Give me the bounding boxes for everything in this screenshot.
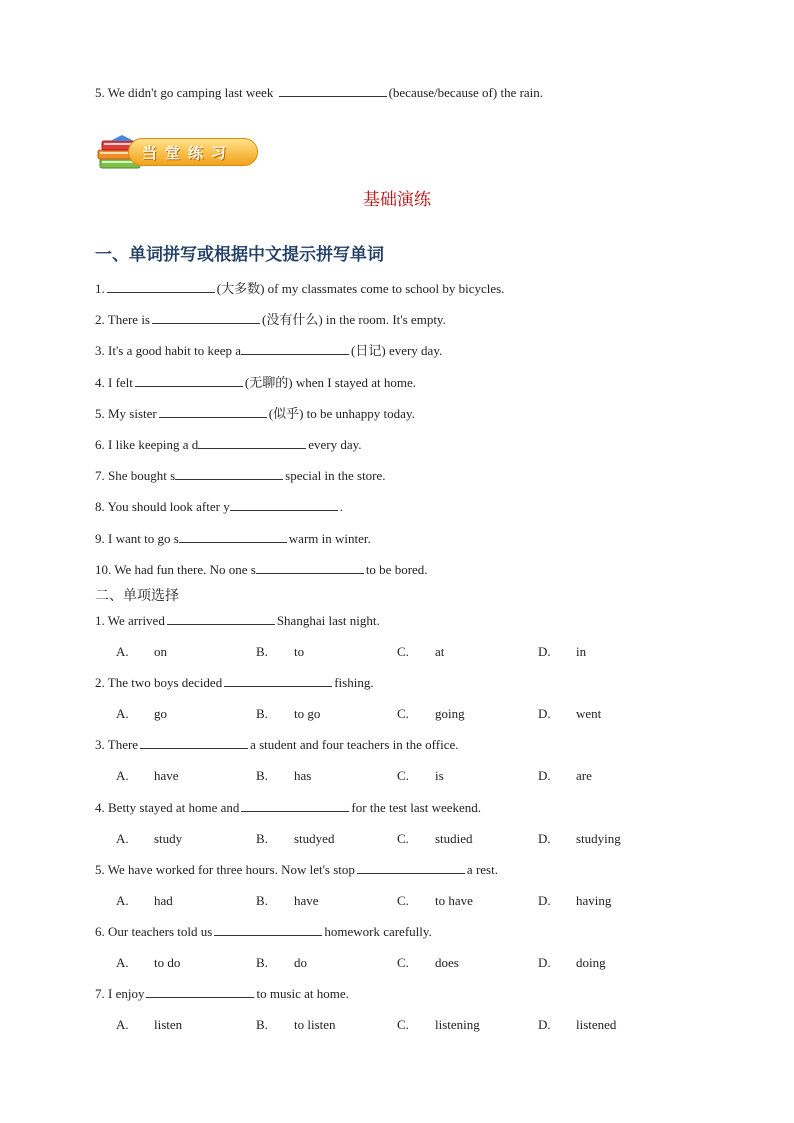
option-letter: D. bbox=[538, 892, 551, 908]
question-number: 5. bbox=[95, 85, 105, 100]
answer-blank[interactable] bbox=[146, 985, 254, 998]
option-letter: C. bbox=[397, 706, 409, 722]
item-text-end: to be bored. bbox=[365, 561, 428, 577]
answer-blank[interactable] bbox=[107, 280, 215, 293]
option-letter: D. bbox=[538, 644, 551, 659]
option-letter: C. bbox=[397, 830, 409, 846]
option-text: studying bbox=[576, 830, 621, 846]
option-letter: A. bbox=[116, 830, 129, 846]
option-text: going bbox=[435, 706, 465, 722]
option-letter: C. bbox=[397, 1017, 409, 1033]
banner-label: 当堂练习 bbox=[142, 144, 235, 162]
answer-blank[interactable] bbox=[159, 405, 267, 418]
mc-question bbox=[95, 674, 374, 691]
question-text-end: homework carefully. bbox=[324, 924, 432, 939]
option-text: have bbox=[294, 892, 319, 908]
option-text: in bbox=[576, 644, 587, 659]
answer-blank[interactable] bbox=[241, 342, 349, 355]
option-text: doing bbox=[576, 955, 606, 970]
spelling-item bbox=[95, 530, 371, 547]
question-text-end: fishing. bbox=[334, 675, 374, 691]
option-letter: D. bbox=[538, 706, 551, 722]
answer-blank[interactable] bbox=[135, 374, 243, 387]
option-letter: B. bbox=[256, 892, 268, 908]
option-text: studied bbox=[435, 830, 473, 846]
question-text: 5. We have worked for three hours. Now let's stop bbox=[95, 861, 355, 877]
option-text: listened bbox=[576, 1017, 617, 1033]
spelling-item bbox=[95, 280, 505, 297]
answer-blank[interactable] bbox=[224, 674, 332, 687]
question-text-end: Shanghai last night. bbox=[276, 613, 380, 628]
answer-blank[interactable] bbox=[279, 84, 387, 97]
part2-heading: 二、单项选择 bbox=[95, 588, 179, 604]
option-letter: B. bbox=[256, 768, 268, 784]
section-title: 基础演练 bbox=[363, 190, 431, 210]
option-text: listen bbox=[154, 1017, 183, 1033]
option-letter: D. bbox=[538, 955, 551, 970]
item-text: 7. She bought s bbox=[95, 468, 176, 484]
option-letter: A. bbox=[116, 955, 129, 970]
item-text-end: (日记) every day. bbox=[351, 343, 443, 359]
option-letter: A. bbox=[116, 892, 129, 908]
answer-blank[interactable] bbox=[175, 467, 283, 480]
mc-question bbox=[95, 799, 481, 816]
option-text: to do bbox=[154, 955, 181, 970]
part1-heading: 一、单词拼写或根据中文提示拼写单词 bbox=[95, 245, 384, 265]
question-text-end: for the test last weekend. bbox=[351, 799, 482, 815]
option-letter: A. bbox=[116, 644, 129, 659]
item-text-end: every day. bbox=[308, 437, 362, 452]
option-letter: D. bbox=[538, 768, 551, 784]
option-text: on bbox=[154, 644, 167, 659]
option-text: to go bbox=[294, 706, 321, 722]
answer-blank[interactable] bbox=[198, 436, 306, 449]
question-text: We didn't go camping last week bbox=[107, 85, 274, 100]
mc-question bbox=[95, 612, 380, 629]
option-letter: D. bbox=[538, 830, 551, 846]
answer-blank[interactable] bbox=[214, 923, 322, 936]
option-text: listening bbox=[435, 1017, 480, 1033]
option-text: to listen bbox=[294, 1017, 336, 1033]
option-text: had bbox=[154, 892, 173, 908]
spelling-item bbox=[95, 436, 362, 453]
question-text: 2. The two boys decided bbox=[95, 675, 223, 691]
mc-question bbox=[95, 736, 458, 753]
practice-banner bbox=[96, 133, 260, 173]
mc-question bbox=[95, 861, 498, 878]
item-text: 3. It's a good habit to keep a bbox=[95, 343, 242, 359]
answer-blank[interactable] bbox=[167, 612, 275, 625]
item-text-end: . bbox=[339, 499, 343, 515]
option-letter: B. bbox=[256, 644, 268, 659]
item-text-end: warm in winter. bbox=[288, 530, 371, 546]
item-text: 4. I felt bbox=[95, 374, 133, 390]
spelling-item bbox=[95, 561, 428, 578]
option-text: study bbox=[154, 830, 183, 846]
answer-blank[interactable] bbox=[241, 799, 349, 812]
answer-blank[interactable] bbox=[152, 311, 260, 324]
option-letter: A. bbox=[116, 768, 129, 784]
option-letter: B. bbox=[256, 1017, 268, 1033]
mc-question bbox=[95, 923, 432, 940]
option-text: at bbox=[435, 644, 445, 659]
answer-blank[interactable] bbox=[230, 498, 338, 511]
question-text: 1. We arrived bbox=[95, 613, 165, 628]
item-text: 5. My sister bbox=[95, 405, 157, 421]
option-text: have bbox=[154, 768, 179, 784]
spelling-item bbox=[95, 311, 446, 328]
item-text-end: (没有什么) in the room. It's empty. bbox=[262, 312, 446, 328]
option-letter: D. bbox=[538, 1017, 551, 1033]
item-text: 10. We had fun there. No one s bbox=[95, 561, 256, 577]
option-text: has bbox=[294, 768, 312, 784]
item-text: 6. I like keeping a d bbox=[95, 437, 199, 452]
option-letter: C. bbox=[397, 955, 409, 970]
spelling-item bbox=[95, 374, 416, 391]
question-text: 3. There bbox=[95, 737, 139, 753]
option-text: are bbox=[576, 768, 592, 784]
spelling-item bbox=[95, 405, 415, 422]
top-question bbox=[95, 84, 543, 101]
question-text-end: to music at home. bbox=[256, 986, 349, 1002]
item-text-end: (大多数) of my classmates come to school by bicycles. bbox=[216, 281, 505, 296]
option-letter: C. bbox=[397, 768, 409, 784]
answer-blank[interactable] bbox=[140, 736, 248, 749]
item-text: 1. bbox=[95, 281, 105, 296]
item-text-end: (似乎) to be unhappy today. bbox=[268, 405, 415, 421]
question-text-end: a student and four teachers in the office. bbox=[250, 737, 459, 753]
item-text: 2. There is bbox=[95, 312, 150, 328]
option-letter: B. bbox=[256, 955, 268, 970]
option-letter: A. bbox=[116, 706, 129, 722]
question-text: 7. I enjoy bbox=[95, 986, 145, 1002]
item-text-end: special in the store. bbox=[285, 468, 386, 484]
option-letter: C. bbox=[397, 892, 409, 908]
item-text: 8. You should look after y bbox=[95, 499, 230, 515]
option-text: studyed bbox=[294, 830, 335, 846]
option-letter: B. bbox=[256, 706, 268, 722]
option-letter: B. bbox=[256, 830, 268, 846]
spelling-item bbox=[95, 498, 343, 515]
question-text-end: a rest. bbox=[466, 861, 498, 877]
option-text: having bbox=[576, 892, 612, 908]
spelling-item bbox=[95, 467, 386, 484]
question-text-end: (because/because of) the rain. bbox=[388, 85, 544, 100]
option-text: is bbox=[435, 768, 444, 784]
answer-blank[interactable] bbox=[179, 530, 287, 543]
option-text: to have bbox=[435, 892, 473, 908]
option-letter: A. bbox=[116, 1017, 129, 1033]
option-text: do bbox=[294, 955, 307, 970]
item-text: 9. I want to go s bbox=[95, 530, 179, 546]
option-text: to bbox=[294, 644, 305, 659]
option-text: go bbox=[154, 706, 167, 722]
mc-question bbox=[95, 985, 349, 1002]
option-text: does bbox=[435, 955, 459, 970]
item-text-end: (无聊的) when I stayed at home. bbox=[244, 374, 417, 390]
answer-blank[interactable] bbox=[357, 861, 465, 874]
answer-blank[interactable] bbox=[256, 561, 364, 574]
question-text: 6. Our teachers told us bbox=[95, 924, 213, 939]
spelling-item bbox=[95, 342, 442, 359]
option-letter: C. bbox=[397, 644, 409, 659]
question-text: 4. Betty stayed at home and bbox=[95, 799, 240, 815]
option-text: went bbox=[576, 706, 602, 722]
